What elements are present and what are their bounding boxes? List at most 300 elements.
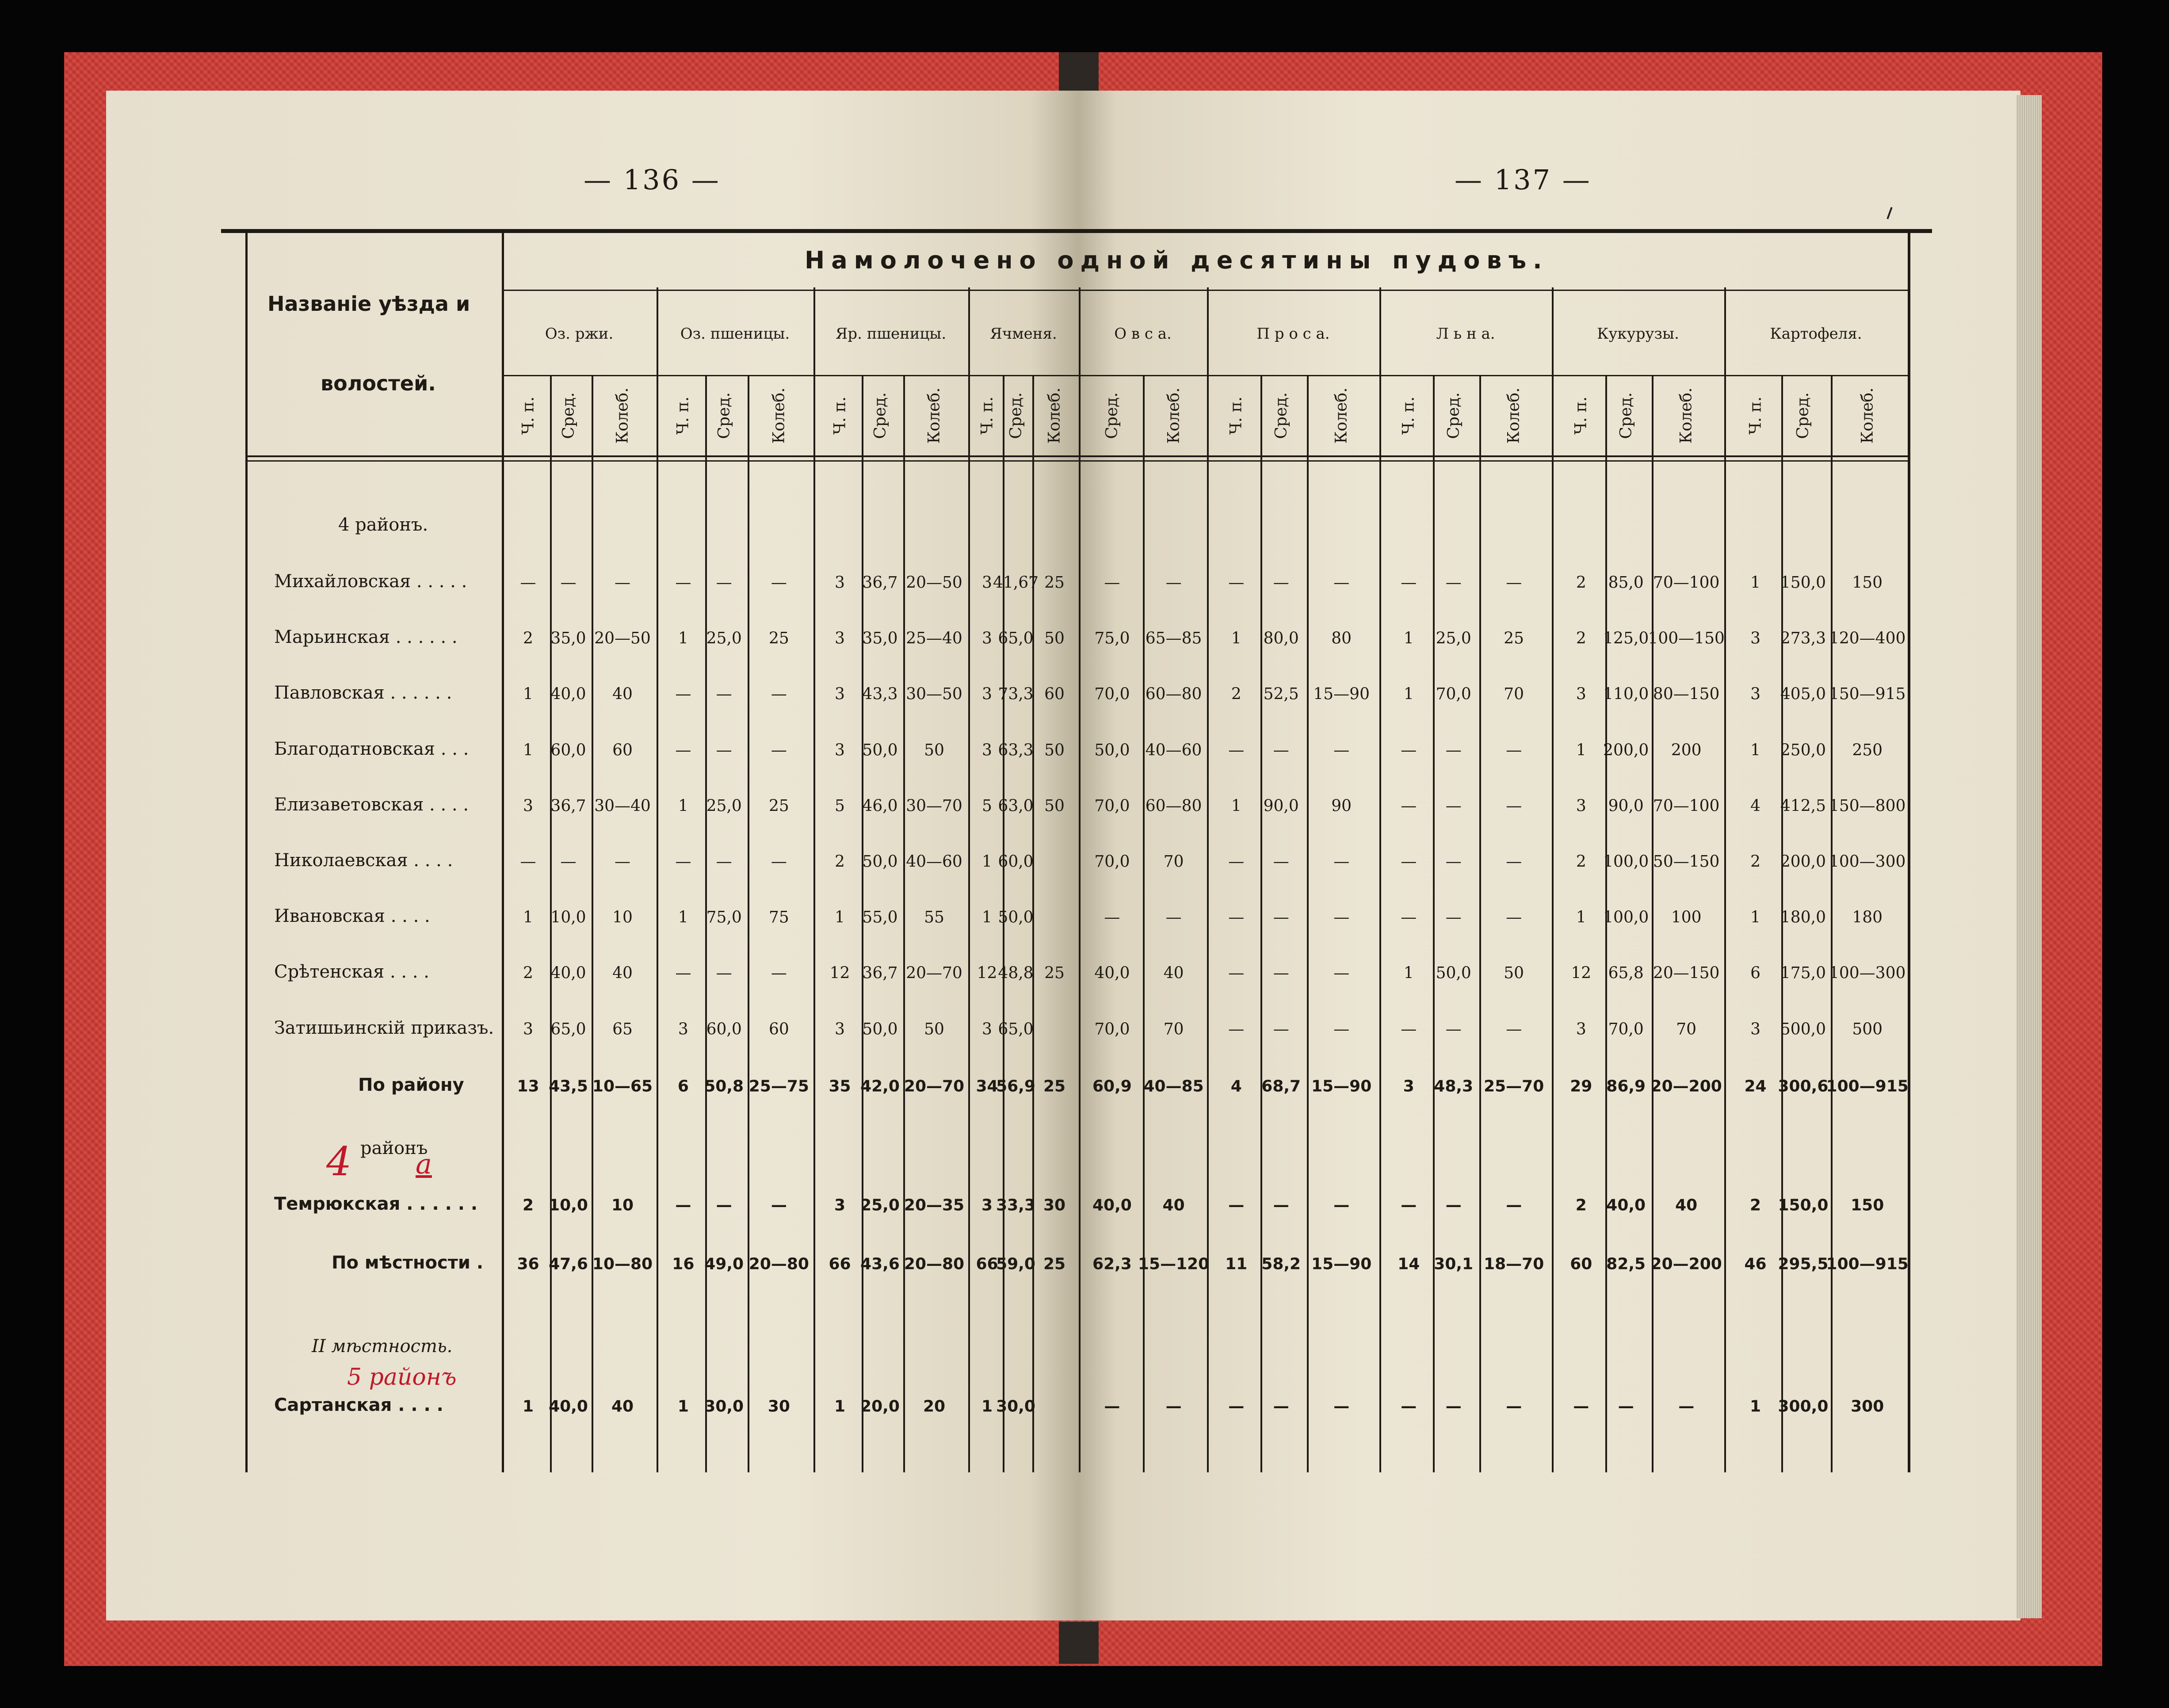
crop-header: Ячменя. — [990, 325, 1057, 343]
table-cell: 12 — [977, 964, 997, 982]
table-cell: 70,0 — [1094, 1020, 1130, 1039]
table-cell: 65,0 — [550, 1020, 586, 1039]
sub-header-avg: Сред. — [1272, 392, 1291, 439]
crop-header: Л ь н а. — [1436, 325, 1495, 343]
table-cell: 25—70 — [1484, 1077, 1544, 1096]
sub-column-border — [592, 376, 593, 1472]
table-cell: — — [771, 573, 787, 592]
table-cell: 60,0 — [550, 741, 586, 760]
table-cell: 3 — [1576, 797, 1586, 815]
table-cell: — — [1445, 908, 1462, 927]
table-cell: 120—400 — [1829, 629, 1906, 648]
table-cell: 59,0 — [996, 1255, 1035, 1273]
table-cell: 150,0 — [1780, 573, 1826, 592]
table-cell: — — [1506, 1020, 1522, 1039]
table-cell: 3 — [981, 1196, 993, 1215]
table-cell: 200 — [1671, 741, 1702, 760]
table-cell: 33,3 — [996, 1196, 1035, 1215]
table-cell: 50—150 — [1653, 852, 1720, 871]
table-cell: 20—80 — [904, 1255, 965, 1273]
crop-header: О в с а. — [1114, 325, 1172, 343]
table-cell: 47,6 — [549, 1255, 588, 1273]
table-cell: 25—75 — [748, 1077, 809, 1096]
table-cell: 250,0 — [1780, 741, 1826, 760]
table-cell: 15—90 — [1311, 1077, 1372, 1096]
table-cell: 3 — [678, 1020, 688, 1039]
table-title: Намолочено одной десятины пудовъ. — [805, 246, 1549, 274]
table-cell: 5 — [982, 797, 992, 815]
table-cell: 412,5 — [1780, 797, 1826, 815]
sub-header-count: Ч. п. — [1746, 396, 1765, 435]
table-cell: 35,0 — [862, 629, 898, 648]
row-label: Елизаветовская . . . . — [274, 795, 469, 815]
table-cell: 1 — [1231, 629, 1241, 648]
table-cell: 41,67 — [993, 573, 1039, 592]
table-cell: 70,0 — [1094, 852, 1130, 871]
table-cell: 86,9 — [1606, 1077, 1646, 1096]
row-label: Затишьинскій приказъ. — [274, 1018, 494, 1038]
table-cell: 20—35 — [904, 1196, 965, 1215]
table-cell: — — [771, 741, 787, 760]
table-cell: 40—60 — [906, 852, 962, 871]
table-cell: — — [1104, 1397, 1120, 1416]
table-cell: 100—915 — [1826, 1077, 1909, 1096]
table-cell: — — [1165, 1397, 1182, 1416]
table-cell: 20—70 — [904, 1077, 965, 1096]
table-cell: 125,0 — [1603, 629, 1649, 648]
table-cell: — — [1618, 1397, 1634, 1416]
table-cell: — — [1401, 852, 1417, 871]
table-cell: 2 — [523, 629, 533, 648]
table-cell: — — [1333, 1196, 1350, 1215]
table-cell: — — [1401, 1397, 1417, 1416]
table-cell: 50 — [1044, 797, 1065, 815]
table-cell: 35 — [829, 1077, 851, 1096]
table-cell: 66 — [976, 1255, 998, 1273]
row-label: II мѣстность. — [312, 1336, 453, 1356]
table-cell: 50,0 — [1094, 741, 1130, 760]
name-column-border — [502, 232, 504, 1472]
table-cell: 40,0 — [1092, 1196, 1132, 1215]
table-cell: 150 — [1851, 1196, 1884, 1215]
table-cell: 300,0 — [1778, 1397, 1829, 1416]
crop-header: Картофеля. — [1770, 325, 1862, 343]
row-label: Сартанская . . . . — [274, 1395, 443, 1415]
table-cell: — — [1506, 797, 1522, 815]
table-cell: 180 — [1852, 908, 1883, 927]
table-cell: 2 — [1750, 1196, 1761, 1215]
table-cell: — — [1506, 573, 1522, 592]
table-cell: 12 — [1571, 964, 1592, 982]
sub-header-count: Ч. п. — [1572, 396, 1590, 435]
table-cell: 18—70 — [1484, 1255, 1544, 1273]
table-cell: 30 — [1043, 1196, 1066, 1215]
table-cell: 10 — [612, 908, 633, 927]
table-cell: 70,0 — [1436, 685, 1471, 703]
title-rule — [502, 290, 1908, 291]
handwritten-district-number: 4 — [326, 1139, 352, 1185]
name-column-header-line1: Названіе уѣзда и — [267, 292, 470, 316]
table-cell: 29 — [1570, 1077, 1592, 1096]
table-cell: — — [1506, 908, 1522, 927]
table-cell: 40 — [612, 964, 633, 982]
table-cell: 3 — [1750, 685, 1760, 703]
table-cell: — — [771, 964, 787, 982]
table-cell: 50,0 — [1436, 964, 1471, 982]
row-label: районъ — [360, 1138, 428, 1158]
table-cell: 70 — [1504, 685, 1524, 703]
table-cell: 3 — [982, 685, 992, 703]
table-cell: 36,7 — [550, 797, 586, 815]
table-cell: — — [1445, 1020, 1462, 1039]
table-cell: 50 — [1504, 964, 1524, 982]
row-label: Благодатновская . . . — [274, 739, 469, 759]
sub-header-range: Колеб. — [770, 387, 788, 444]
table-cell: 60 — [1044, 685, 1065, 703]
table-cell: — — [615, 852, 630, 871]
table-cell: 55 — [924, 908, 944, 927]
table-cell: 30,0 — [704, 1397, 744, 1416]
table-cell: 1 — [982, 908, 992, 927]
table-cell: 30,0 — [996, 1397, 1035, 1416]
right-page-number: — 137 — — [1455, 164, 1592, 196]
table-cell: 25—40 — [906, 629, 962, 648]
table-cell: — — [1678, 1397, 1695, 1416]
table-cell: 6 — [1750, 964, 1760, 982]
table-cell: 25,0 — [706, 629, 742, 648]
table-cell: 1 — [1403, 629, 1414, 648]
sub-header-count: Ч. п. — [978, 396, 996, 435]
crop-column-border — [1379, 287, 1381, 1472]
table-cell: 100 — [1671, 908, 1702, 927]
sub-column-border — [1479, 376, 1481, 1472]
table-cell: 25,0 — [860, 1196, 900, 1215]
table-cell: 11 — [1225, 1255, 1248, 1273]
table-cell: 3 — [835, 741, 845, 760]
sub-column-border — [903, 376, 905, 1472]
table-cell: — — [1506, 852, 1522, 871]
table-cell: 75,0 — [1094, 629, 1130, 648]
table-top-rule — [221, 229, 1932, 233]
table-cell: — — [771, 685, 787, 703]
table-cell: — — [1401, 908, 1417, 927]
table-cell: 30—40 — [594, 797, 651, 815]
table-cell: — — [1333, 1020, 1350, 1039]
table-cell: 70 — [1676, 1020, 1697, 1039]
table-cell: 70 — [1163, 852, 1184, 871]
table-cell: 200,0 — [1780, 852, 1826, 871]
header-bottom-rule-2 — [245, 460, 1908, 462]
table-cell: — — [1445, 741, 1462, 760]
table-cell: 1 — [1403, 964, 1414, 982]
table-cell: — — [1228, 964, 1245, 982]
sub-header-count: Ч. п. — [1399, 396, 1418, 435]
table-cell: 40 — [611, 1397, 634, 1416]
table-cell: — — [1333, 852, 1350, 871]
table-cell: 90,0 — [1263, 797, 1299, 815]
table-cell: 70 — [1163, 1020, 1184, 1039]
table-cell: — — [560, 573, 577, 592]
table-cell: 3 — [835, 1020, 845, 1039]
table-cell: 1 — [1403, 685, 1414, 703]
table-cell: — — [1506, 1397, 1522, 1416]
table-cell: 13 — [517, 1077, 539, 1096]
table-cell: 1 — [835, 908, 845, 927]
table-cell: 50 — [1044, 741, 1065, 760]
table-cell: 100—300 — [1829, 964, 1906, 982]
table-cell: 3 — [982, 629, 992, 648]
sub-header-range: Колеб. — [1505, 387, 1523, 444]
table-cell: 82,5 — [1606, 1255, 1646, 1273]
crop-header: Кукурузы. — [1597, 325, 1679, 343]
sub-header-avg: Сред. — [1794, 392, 1812, 439]
table-cell: 65 — [612, 1020, 633, 1039]
table-cell: 25,0 — [1436, 629, 1471, 648]
row-label: Павловская . . . . . . — [274, 683, 452, 703]
table-cell: — — [675, 852, 691, 871]
table-cell: 75 — [768, 908, 789, 927]
sub-header-range: Колеб. — [1045, 387, 1064, 444]
table-cell: 43,3 — [862, 685, 898, 703]
table-cell: 43,5 — [549, 1077, 588, 1096]
table-cell: — — [1273, 1020, 1289, 1039]
table-cell: 58,2 — [1261, 1255, 1301, 1273]
name-column-header-line2: волостей. — [321, 371, 436, 395]
table-cell: 34 — [976, 1077, 998, 1096]
crop-column-border — [1724, 287, 1726, 1472]
table-cell: 12 — [829, 964, 850, 982]
table-cell: 65—85 — [1145, 629, 1202, 648]
crop-column-border — [1207, 287, 1209, 1472]
table-cell: — — [1333, 908, 1350, 927]
table-cell: 1 — [1750, 908, 1760, 927]
table-cell: — — [771, 1196, 787, 1215]
sub-header-range: Колеб. — [1165, 387, 1183, 444]
table-cell: 2 — [1231, 685, 1241, 703]
table-cell: 50 — [924, 741, 944, 760]
crop-column-border — [1079, 287, 1081, 1472]
table-cell: 75,0 — [706, 908, 742, 927]
sub-column-border — [1307, 376, 1309, 1472]
table-cell: 3 — [834, 1196, 846, 1215]
table-right-border — [1908, 232, 1910, 1472]
table-cell: 25 — [1043, 1077, 1066, 1096]
table-cell: 10—80 — [592, 1255, 653, 1273]
sub-header-avg: Сред. — [559, 392, 577, 439]
sub-header-avg: Сред. — [1444, 392, 1463, 439]
table-cell: 50,8 — [704, 1077, 744, 1096]
table-cell: — — [1228, 1397, 1245, 1416]
table-cell: 1 — [1750, 573, 1760, 592]
table-cell: — — [1445, 1397, 1462, 1416]
table-cell: — — [1401, 573, 1417, 592]
table-cell: 63,0 — [998, 797, 1034, 815]
table-cell: 4 — [1750, 797, 1760, 815]
row-label: По мѣстности . — [332, 1253, 484, 1273]
table-cell: 2 — [1576, 573, 1586, 592]
table-cell: 49,0 — [704, 1255, 744, 1273]
table-cell: — — [1333, 741, 1350, 760]
sub-header-range: Колеб. — [1677, 387, 1695, 444]
table-cell: 250 — [1852, 741, 1883, 760]
table-cell: 43,6 — [860, 1255, 900, 1273]
table-cell: 3 — [982, 1020, 992, 1039]
row-label: Николаевская . . . . — [274, 850, 453, 871]
table-cell: — — [615, 573, 630, 592]
sub-header-count: Ч. п. — [1227, 396, 1245, 435]
table-cell: 20—200 — [1650, 1255, 1722, 1273]
table-cell: 48,3 — [1434, 1077, 1474, 1096]
table-cell: 50,0 — [862, 1020, 898, 1039]
table-cell: — — [1273, 964, 1289, 982]
table-cell: 40,0 — [1094, 964, 1130, 982]
table-cell: 1 — [678, 629, 688, 648]
row-label: Срѣтенская . . . . — [274, 962, 429, 982]
table-cell: 50,0 — [998, 908, 1034, 927]
table-cell: 20—200 — [1650, 1077, 1722, 1096]
table-cell: 100—915 — [1826, 1255, 1909, 1273]
table-cell: — — [675, 741, 691, 760]
table-cell: 6 — [677, 1077, 689, 1096]
table-cell: 2 — [1576, 852, 1586, 871]
table-cell: 2 — [522, 1196, 534, 1215]
table-cell: 3 — [523, 1020, 533, 1039]
table-cell: 1 — [1750, 741, 1760, 760]
table-cell: — — [1401, 1196, 1417, 1215]
table-cell: 15—90 — [1313, 685, 1370, 703]
table-cell: — — [560, 852, 577, 871]
table-cell: 42,0 — [860, 1077, 900, 1096]
table-cell: — — [1506, 1196, 1522, 1215]
table-cell: 2 — [1576, 629, 1586, 648]
table-cell: 3 — [835, 629, 845, 648]
table-left-border — [245, 232, 248, 1472]
table-cell: — — [1333, 573, 1350, 592]
table-cell: 73,3 — [998, 685, 1034, 703]
table-cell: 40 — [1675, 1196, 1698, 1215]
table-cell: 60,0 — [998, 852, 1034, 871]
table-cell: 110,0 — [1603, 685, 1649, 703]
table-cell: 15—120 — [1138, 1255, 1210, 1273]
table-cell: 60 — [768, 1020, 789, 1039]
table-cell: — — [1506, 741, 1522, 760]
table-cell: — — [1228, 573, 1245, 592]
table-cell: 1 — [678, 797, 688, 815]
sub-header-range: Колеб. — [1332, 387, 1351, 444]
table-cell: 40,0 — [550, 685, 586, 703]
table-cell: 295,5 — [1778, 1255, 1829, 1273]
sub-header-avg: Сред. — [871, 392, 889, 439]
table-cell: 2 — [1575, 1196, 1587, 1215]
table-cell: — — [1273, 573, 1289, 592]
table-cell: 3 — [835, 685, 845, 703]
table-cell: 1 — [1576, 741, 1586, 760]
table-cell: 50,0 — [862, 741, 898, 760]
table-cell: 70,0 — [1094, 685, 1130, 703]
table-cell: 70,0 — [1094, 797, 1130, 815]
table-cell: 40,0 — [1606, 1196, 1646, 1215]
table-cell: 90 — [1331, 797, 1352, 815]
table-cell: — — [1228, 852, 1245, 871]
table-cell: 100—300 — [1829, 852, 1906, 871]
sub-column-border — [1652, 376, 1653, 1472]
table-cell: — — [1333, 964, 1350, 982]
table-cell: 25 — [768, 797, 789, 815]
table-cell: 4 — [1230, 1077, 1242, 1096]
table-cell: 24 — [1744, 1077, 1767, 1096]
table-cell: 60 — [612, 741, 633, 760]
table-cell: 1 — [523, 685, 533, 703]
table-cell: 1 — [678, 908, 688, 927]
table-cell: 30,1 — [1434, 1255, 1474, 1273]
table-cell: 3 — [982, 573, 992, 592]
sub-header-range: Колеб. — [1858, 387, 1877, 444]
table-cell: 500 — [1852, 1020, 1883, 1039]
table-cell: — — [1273, 908, 1289, 927]
table-cell: 25 — [1043, 1255, 1066, 1273]
sub-header-range: Колеб. — [925, 387, 943, 444]
table-cell: 1 — [1231, 797, 1241, 815]
table-cell: 36,7 — [862, 964, 898, 982]
table-cell: 3 — [982, 741, 992, 760]
table-cell: 40—85 — [1143, 1077, 1204, 1096]
table-cell: — — [1273, 741, 1289, 760]
table-cell: 10 — [611, 1196, 634, 1215]
table-cell: — — [1333, 1397, 1350, 1416]
table-cell: 300,6 — [1778, 1077, 1829, 1096]
sub-header-avg: Сред. — [1007, 392, 1025, 439]
table-cell: 90,0 — [1608, 797, 1644, 815]
table-cell: 273,3 — [1780, 629, 1826, 648]
table-cell: 36 — [517, 1255, 539, 1273]
table-cell: — — [1273, 1196, 1289, 1215]
left-page-number: — 136 — — [584, 164, 721, 196]
table-cell: 1 — [834, 1397, 846, 1416]
table-cell: 14 — [1398, 1255, 1420, 1273]
table-cell: 25 — [1044, 573, 1065, 592]
table-cell: 70—100 — [1653, 797, 1720, 815]
table-cell: — — [1165, 908, 1182, 927]
table-cell: 16 — [672, 1255, 695, 1273]
table-cell: 3 — [1750, 629, 1760, 648]
table-cell: 3 — [1403, 1077, 1414, 1096]
table-cell: 100—150 — [1648, 629, 1725, 648]
table-cell: 100,0 — [1603, 852, 1649, 871]
handwritten-district-suffix: а — [416, 1148, 432, 1180]
table-cell: 500,0 — [1780, 1020, 1826, 1039]
table-cell: 405,0 — [1780, 685, 1826, 703]
table-cell: — — [1165, 573, 1182, 592]
table-cell: 3 — [1576, 685, 1586, 703]
table-cell: — — [1273, 852, 1289, 871]
table-cell: 52,5 — [1263, 685, 1299, 703]
table-cell: — — [716, 741, 732, 760]
table-cell: 2 — [523, 964, 533, 982]
table-cell: — — [675, 964, 691, 982]
table-cell: 66 — [829, 1255, 851, 1273]
table-cell: 60 — [1570, 1255, 1592, 1273]
table-cell: 40 — [612, 685, 633, 703]
table-cell: 20,0 — [860, 1397, 900, 1416]
table-cell: 175,0 — [1780, 964, 1826, 982]
table-cell: — — [716, 964, 732, 982]
table-cell: 46 — [1744, 1255, 1767, 1273]
table-cell: 60,9 — [1092, 1077, 1132, 1096]
table-cell: 2 — [835, 852, 845, 871]
table-cell: — — [520, 852, 536, 871]
table-cell: — — [675, 573, 691, 592]
table-cell: — — [1445, 573, 1462, 592]
